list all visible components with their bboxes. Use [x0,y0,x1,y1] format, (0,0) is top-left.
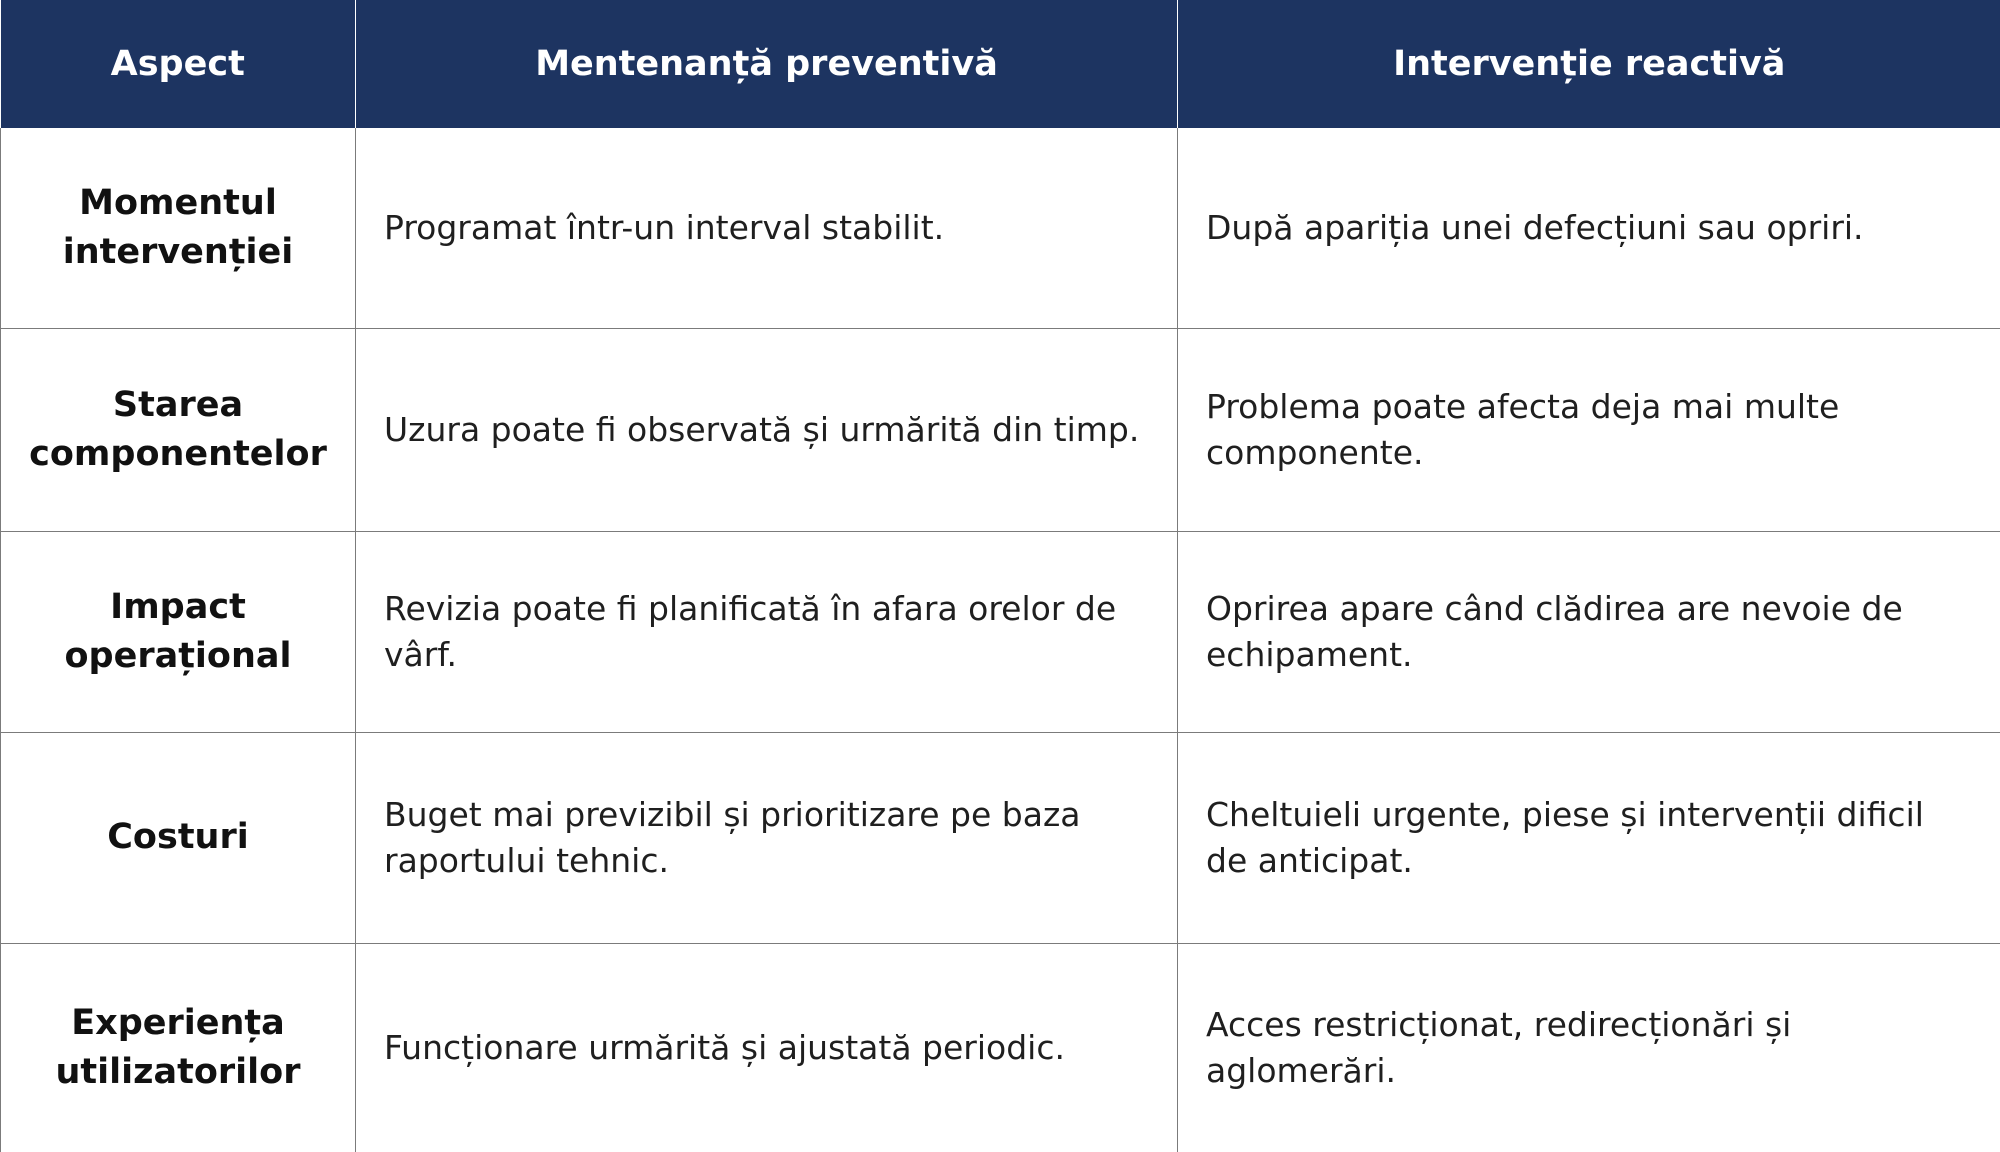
table-row [1,328,2000,531]
table-row [1,943,2000,1152]
table-row [1,531,2000,732]
reactive-cell: Cheltuieli urgente, piese și intervenții dificil de anticipat. [1178,732,2000,943]
table-row [1,732,2000,943]
preventive-cell: Buget mai previzibil și prioritizare pe baza raportului tehnic. [356,732,1178,943]
preventive-cell: Uzura poate fi observată și urmărită din timp. [356,328,1178,531]
aspect-cell: Experiența utilizatorilor [1,943,356,1152]
reactive-cell: Oprirea apare când clădirea are nevoie de echipament. [1178,531,2000,732]
header-aspect: Aspect [1,0,356,128]
aspect-cell: Starea componentelor [1,328,356,531]
aspect-cell: Costuri [1,732,356,943]
preventive-cell: Funcționare urmărită și ajustată periodic. [356,943,1178,1152]
header-preventive-maintenance: Mentenanță preventivă [356,0,1178,128]
header-reactive-intervention: Intervenție reactivă [1178,0,2000,128]
table-row [1,128,2000,328]
aspect-cell: Momentul intervenției [1,128,356,328]
aspect-cell: Impact operațional [1,531,356,732]
reactive-cell: După apariția unei defecțiuni sau opriri. [1178,128,2000,328]
preventive-cell: Revizia poate fi planificată în afara orelor de vârf. [356,531,1178,732]
table-body [1,128,2000,1152]
header-row [1,0,2000,128]
table-header [1,0,2000,128]
reactive-cell: Problema poate afecta deja mai multe componente. [1178,328,2000,531]
reactive-cell: Acces restricționat, redirecționări și aglomerări. [1178,943,2000,1152]
preventive-cell: Programat într-un interval stabilit. [356,128,1178,328]
